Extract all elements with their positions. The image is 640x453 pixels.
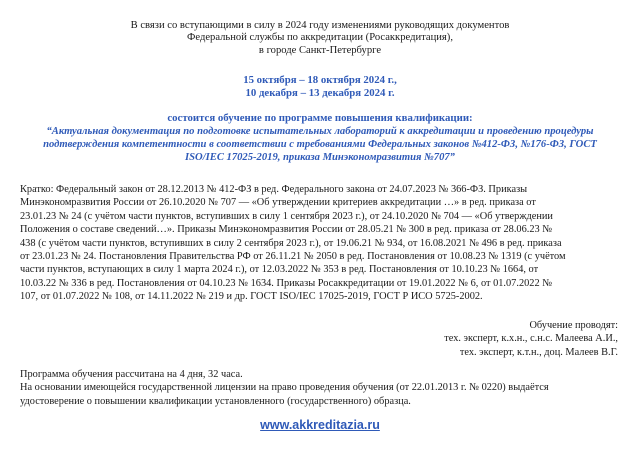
summary-line: 438 (с учётом части пунктов, вступивших в силу 2 сентября 2023 г.), от 19.06.21 № 934, от 16.08.2021 № 496 в ред. приказа bbox=[20, 237, 562, 249]
program-lead: состоится обучение по программе повышения квалификации: bbox=[167, 112, 473, 124]
program-title-line: ISO/IEC 17025-2019, приказа Минэкономразвития №707” bbox=[185, 152, 455, 164]
info-line: Программа обучения рассчитана на 4 дня, 32 часа. bbox=[20, 369, 243, 380]
instructors-block bbox=[444, 319, 618, 359]
program-title-line: подтверждения компетентности в соответствии с требованиями Федеральных законов №412-ФЗ, №176-ФЗ, ГОСТ bbox=[43, 139, 597, 151]
summary-line: части пунктов, вступающих в силу 1 марта 2024 г.), от 12.03.2022 № 353 в ред. Постановления от 10.10.23 № 1664, от bbox=[20, 264, 539, 276]
date-range: 15 октября – 18 октября 2024 г., bbox=[243, 74, 397, 86]
intro-line: В связи со вступающими в силу в 2024 году изменениями руководящих документов bbox=[130, 20, 510, 31]
date-range: 10 декабря – 13 декабря 2024 г. bbox=[245, 87, 395, 99]
instructor: тех. эксперт, к.х.н., с.н.с. Малеева А.И., bbox=[444, 333, 618, 345]
summary-line: от 23.01.23 № 24. Постановления Правительства РФ от 26.11.21 № 2050 в ред. Постановления от 10.08.23 № 1319 (с учётом bbox=[20, 251, 566, 263]
intro-line: Федеральной службы по аккредитации (Росаккредитация), bbox=[187, 32, 453, 44]
summary-line: 10.03.22 № 336 в ред. Постановления от 04.10.23 № 1634. Приказы Росаккредитации от 19.01.2022 № 6, от 01.07.2022 № bbox=[20, 277, 553, 289]
summary-line: Положения о составе сведений…». Приказы Минэкономразвития России от 28.05.21 № 300 в ред. приказа от 28.06.23 № bbox=[20, 224, 553, 236]
program-title-line: “Актуальная документация по подготовке испытательных лабораторий к аккредитации и проведению процедуры bbox=[46, 126, 594, 137]
summary-line: Минэкономразвития России от 26.10.2020 № 707 — «Об утверждении критериев аккредитации …» в ред. приказа от bbox=[20, 197, 536, 209]
regulations-summary bbox=[20, 183, 620, 304]
instructor: тех. эксперт, к.т.н., доц. Малеев В.Г. bbox=[459, 346, 618, 358]
summary-line: 107, от 01.07.2022 № 108, от 14.11.2022 № 219 и др. ГОСТ ISO/IEC 17025-2019, ГОСТ Р ИСО 5725-2002. bbox=[20, 291, 483, 303]
intro-line: в городе Санкт-Петербурге bbox=[258, 44, 382, 56]
info-line: На основании имеющейся государственной лицензии на право проведения обучения (от 22.01.2013 г. № 0220) выдаётся bbox=[20, 382, 549, 394]
summary-line: Кратко: Федеральный закон от 28.12.2013 № 412-ФЗ в ред. Федерального закона от 24.07.2023 № 366-ФЗ. Приказы bbox=[20, 184, 528, 195]
instructors-heading: Обучение проводят: bbox=[529, 320, 618, 331]
summary-line: 23.01.23 № 24 (с учётом части пунктов, вступивших в силу 1 сентября 2023 г.), от 24.10.2020 № 704 — «Об утверждении bbox=[20, 210, 553, 222]
info-line: удостоверение о повышении квалификации установленного (государственного) образца. bbox=[20, 395, 411, 407]
program-title bbox=[18, 125, 622, 165]
training-dates bbox=[0, 74, 640, 100]
program-info bbox=[20, 368, 620, 408]
intro-text bbox=[0, 20, 640, 57]
website-link[interactable]: www.akkreditazia.ru bbox=[260, 418, 380, 432]
